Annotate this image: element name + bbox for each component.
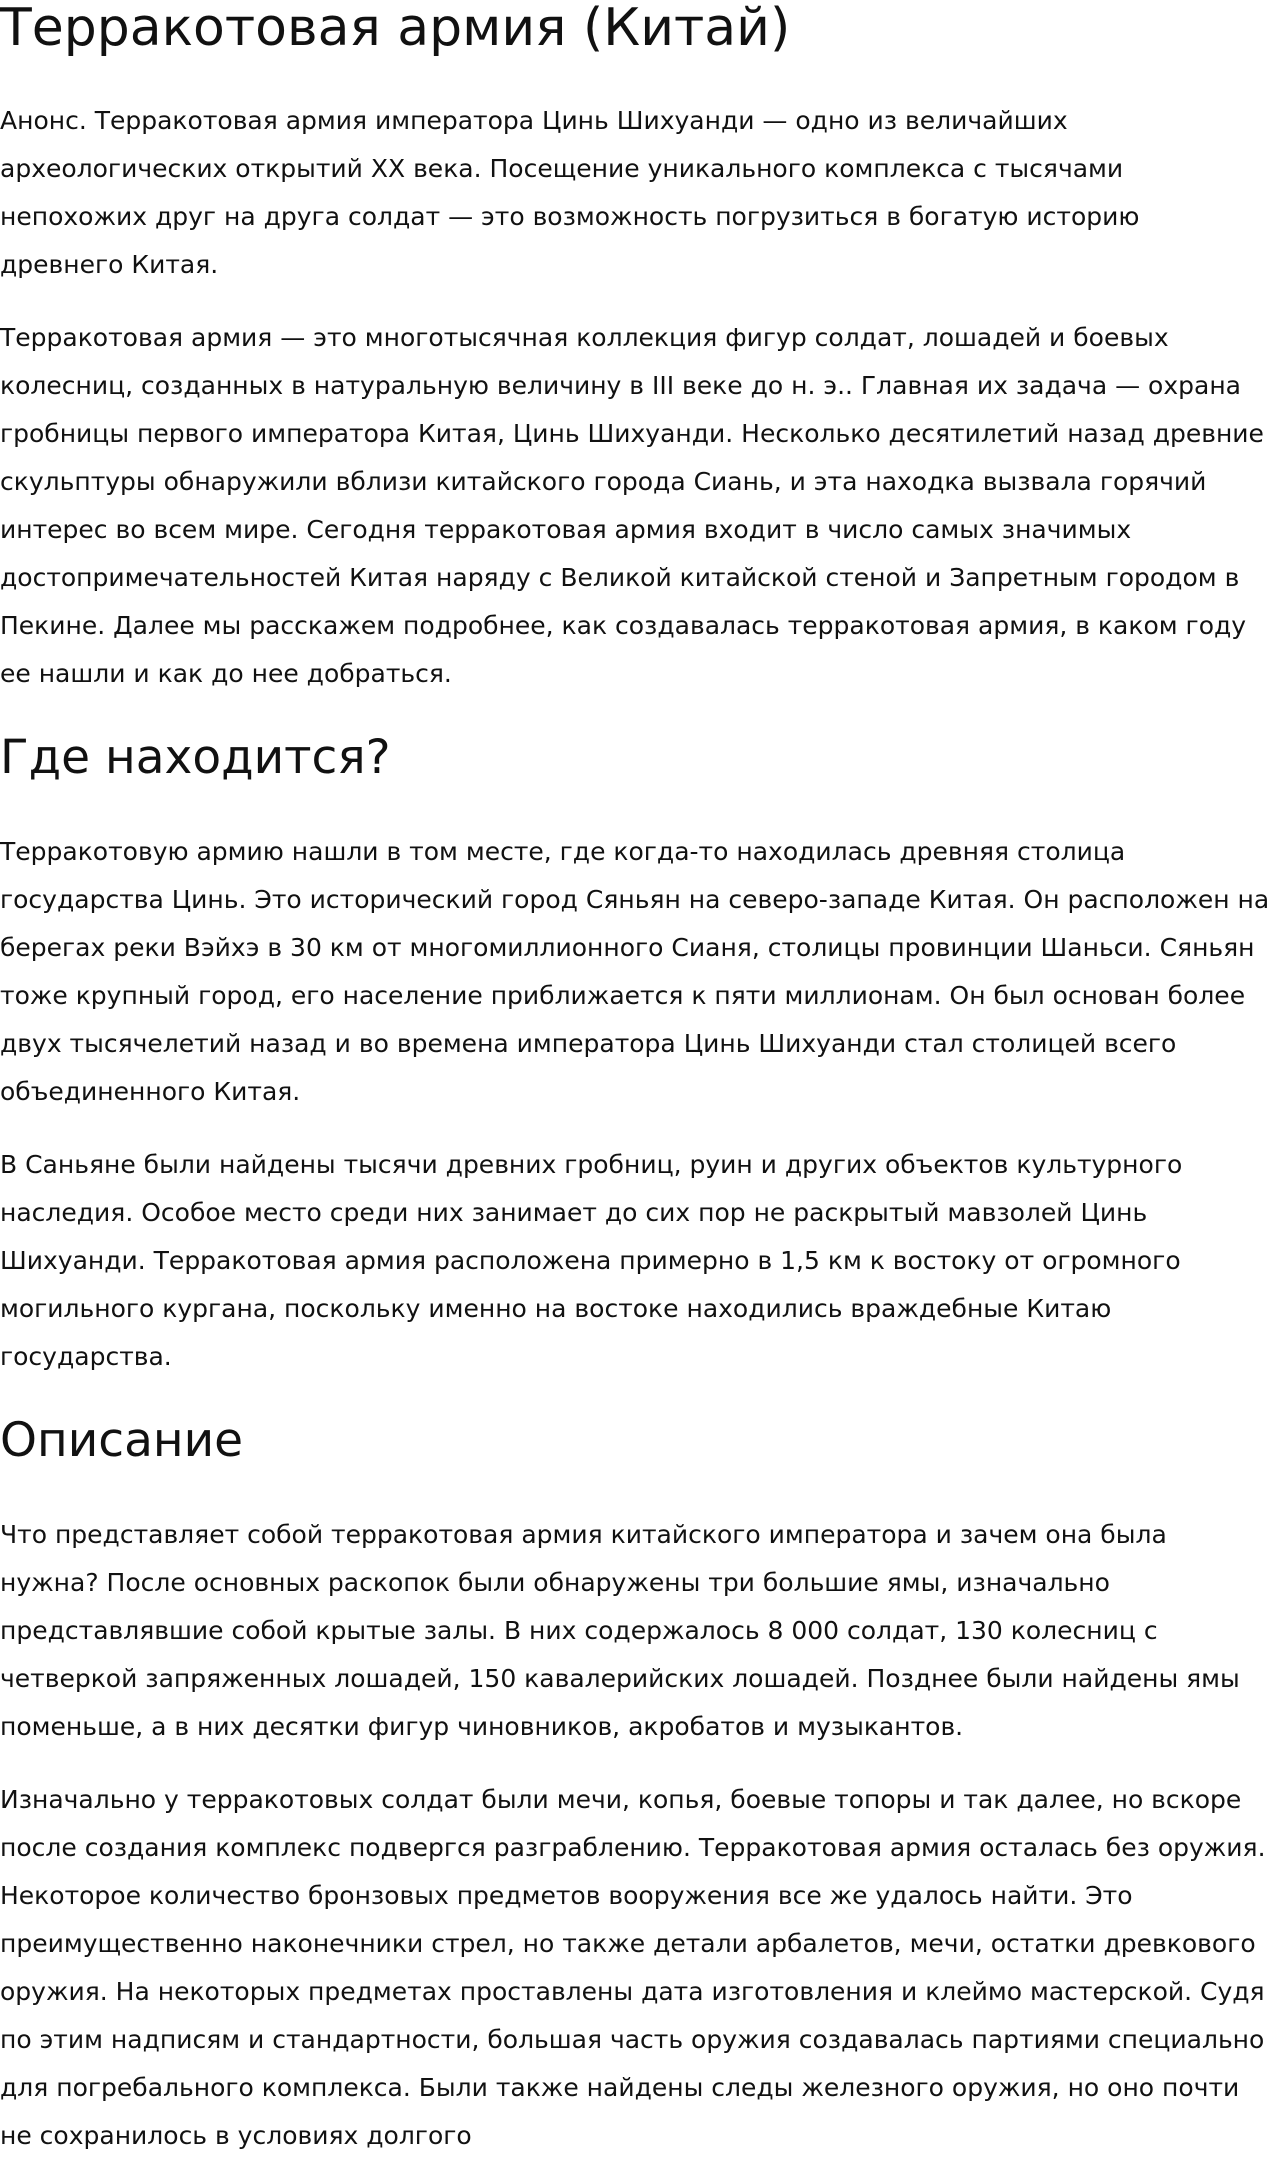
- location-paragraph-2: В Саньяне были найдены тысячи древних гробниц, руин и других объектов культурного наследия. Особое место среди них занимает до сих пор не раскрытый мавзолей Цинь Шихуанди. Терракотовая армия расположена примерно в 1,5 км к востоку от огромного могильного кургана, поскольку именно на востоке находились враждебные Китаю государства.: [0, 1150, 1183, 1371]
- intro-paragraph-overview: Терракотовая армия — это многотысячная коллекция фигур солдат, лошадей и боевых колесниц, созданных в натуральную величину в III веке до н. э.. Главная их задача — охрана гробницы первого императора Китая, Цинь Шихуанди. Несколько десятилетий назад древние скульптуры обнаружили вблизи китайского города Сиань, и эта находка вызвала горячий интерес во всем мире. Сегодня терракотовая армия входит в число самых значимых достопримечательностей Китая наряду с Великой китайской стеной и Запретным городом в Пекине. Далее мы расскажем подробнее, как создавалась терракотовая армия, в каком году ее нашли и как до нее добраться.: [0, 323, 1264, 688]
- intro-paragraph-announce: Анонс. Терракотовая армия императора Цинь Шихуанди — одно из величайших археологических открытий XX века. Посещение уникального комплекса с тысячами непохожих друг на друга солдат — это возможность погрузиться в богатую историю древнего Китая.: [0, 106, 1140, 279]
- section-heading-location: Где находится?: [0, 730, 391, 785]
- location-paragraph-1: Терракотовую армию нашли в том месте, где когда-то находилась древняя столица государства Цинь. Это исторический город Сяньян на северо-западе Китая. Он расположен на берегах реки Вэйхэ в 30 км от многомиллионного Сианя, столицы провинции Шаньси. Сяньян тоже крупный город, его население приближается к пяти миллионам. Он был основан более двух тысячелетий назад и во времена императора Цинь Шихуанди стал столицей всего объединенного Китая.: [0, 837, 1270, 1106]
- article-title: Терракотовая армия (Китай): [0, 0, 791, 58]
- description-paragraph-1: Что представляет собой терракотовая армия китайского императора и зачем она была нужна? После основных раскопок были обнаружены три большие ямы, изначально представлявшие собой крытые залы. В них содержалось 8 000 солдат, 130 колесниц с четверкой запряженных лошадей, 150 кавалерийских лошадей. Позднее были найдены ямы поменьше, а в них десятки фигур чиновников, акробатов и музыкантов.: [0, 1520, 1240, 1741]
- description-paragraph-2: Изначально у терракотовых солдат были мечи, копья, боевые топоры и так далее, но вскоре после создания комплекс подвергся разграблению. Терракотовая армия осталась без оружия. Некоторое количество бронзовых предметов вооружения все же удалось найти. Это преимущественно наконечники стрел, но также детали арбалетов, мечи, остатки древкового оружия. На некоторых предметах проставлены дата изготовления и клеймо мастерской. Судя по этим надписям и стандартности, большая часть оружия создавалась партиями специально для погребального комплекса. Были также найдены следы железного оружия, но оно почти не сохранилось в условиях долгого: [0, 1785, 1266, 2150]
- section-heading-description: Описание: [0, 1413, 244, 1468]
- article-title-wrapper: [0, 0, 1270, 57]
